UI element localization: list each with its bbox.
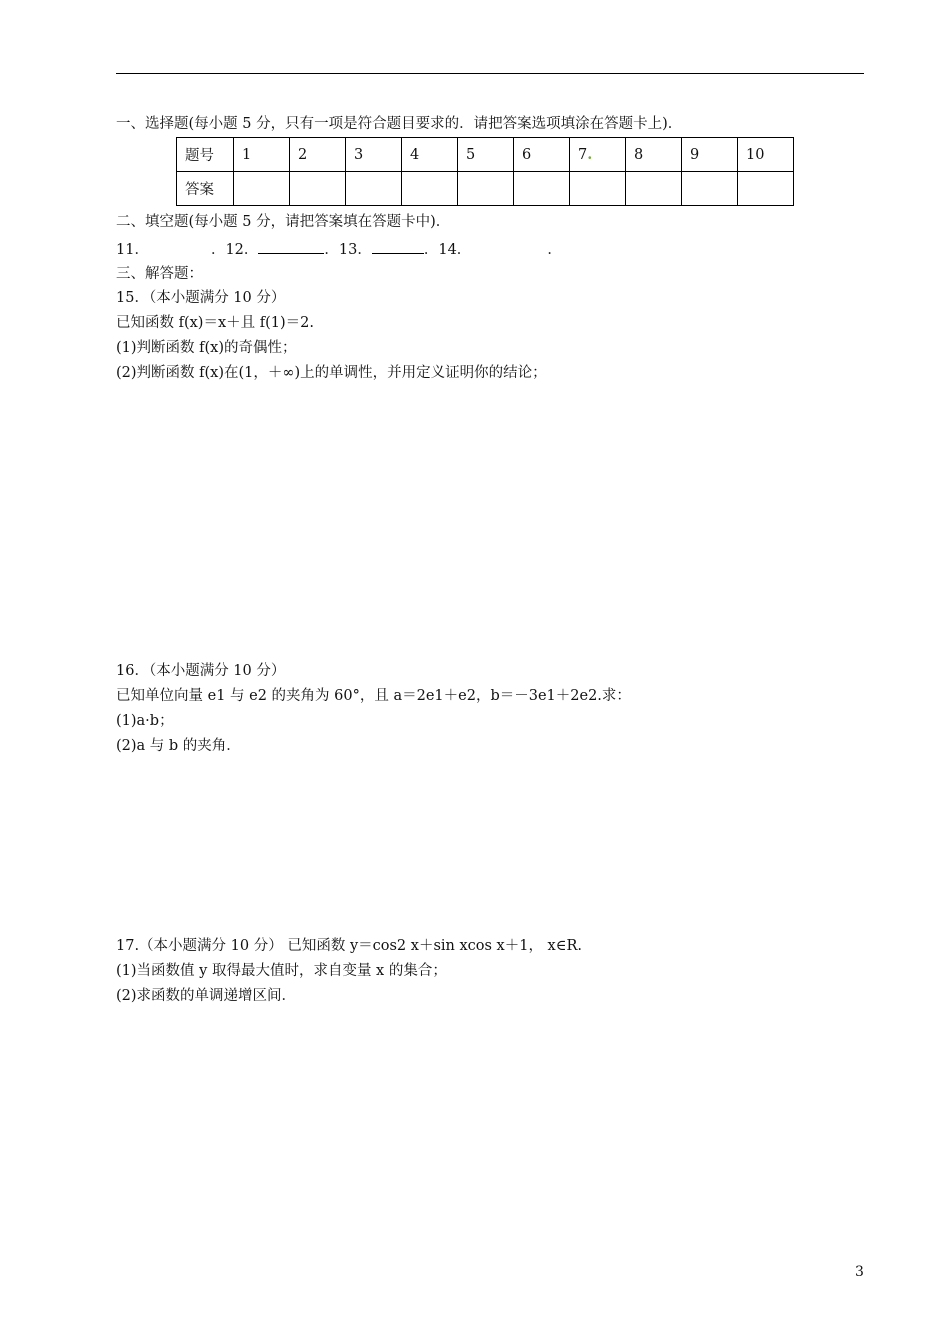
table-row-answers [177,172,794,206]
table-cell-label: 答案 [177,172,234,206]
dot-marker: . [587,146,593,163]
table-cell-number: 9 [682,138,738,172]
q17-part2: (2)求函数的单调递增区间． [116,988,297,1004]
q15-part1: (1)判断函数 f(x)的奇偶性； [116,340,297,356]
q16-title: 16．（本小题满分 10 分） [116,663,286,679]
table-row-numbers [177,138,794,172]
blank-label-11: 11． [116,242,149,258]
table-cell-number: 10 [738,138,794,172]
blank-end: ． [547,242,562,258]
answer-cell[interactable] [682,172,738,206]
answer-cell[interactable] [626,172,682,206]
q16-stem: 已知单位向量 e1 与 e2 的夹角为 60°，且 a＝2e1＋e2，b＝－3e1＋2e2.求： [116,688,631,704]
page-number: 3 [855,1264,864,1280]
fill-blank-row [116,239,562,260]
table-cell-number: 1 [234,138,290,172]
answer-cell[interactable] [570,172,626,206]
answer-cell[interactable] [402,172,458,206]
q15-stem: 已知函数 f(x)＝x＋且 f(1)＝2. [116,315,314,331]
blank-label-13: ．13． [324,242,372,258]
answer-table [176,137,794,206]
table-cell-number: 6 [514,138,570,172]
q15-title: 15．（本小题满分 10 分） [116,290,286,306]
header-rule [116,73,864,74]
q15-part2: (2)判断函数 f(x)在(1，＋∞)上的单调性，并用定义证明你的结论； [116,365,547,381]
answer-cell[interactable] [290,172,346,206]
q16-part1: (1)a·b； [116,713,174,729]
answer-cell[interactable] [346,172,402,206]
blank-12[interactable] [258,239,324,254]
answer-cell[interactable] [514,172,570,206]
blank-label-12: ．12． [210,242,259,258]
q17-part1: (1)当函数值 y 取得最大值时，求自变量 x 的集合； [116,963,447,979]
section1-heading: 一、选择题(每小题 5 分，只有一项是符合题目要求的．请把答案选项填涂在答题卡上)． [116,116,683,132]
table-cell-number [570,138,626,172]
answer-cell[interactable] [738,172,794,206]
section2-heading: 二、填空题(每小题 5 分，请把答案填在答题卡中)． [116,214,451,230]
answer-cell[interactable] [458,172,514,206]
table-cell-number: 2 [290,138,346,172]
table-cell-number: 3 [346,138,402,172]
blank-13[interactable] [372,239,424,254]
table-cell-number: 5 [458,138,514,172]
table-cell-number-text: 7 [578,147,588,163]
blank-label-14: ．14． [423,242,472,258]
table-cell-number: 4 [402,138,458,172]
q17-title: 17.（本小题满分 10 分） 已知函数 y＝cos2 x＋sin xcos x＋1， x∈R. [116,938,582,954]
table-cell-label: 题号 [177,138,234,172]
q16-part2: (2)a 与 b 的夹角． [116,738,241,754]
table-cell-number: 8 [626,138,682,172]
section3-heading: 三、解答题： [116,266,203,282]
answer-cell[interactable] [234,172,290,206]
